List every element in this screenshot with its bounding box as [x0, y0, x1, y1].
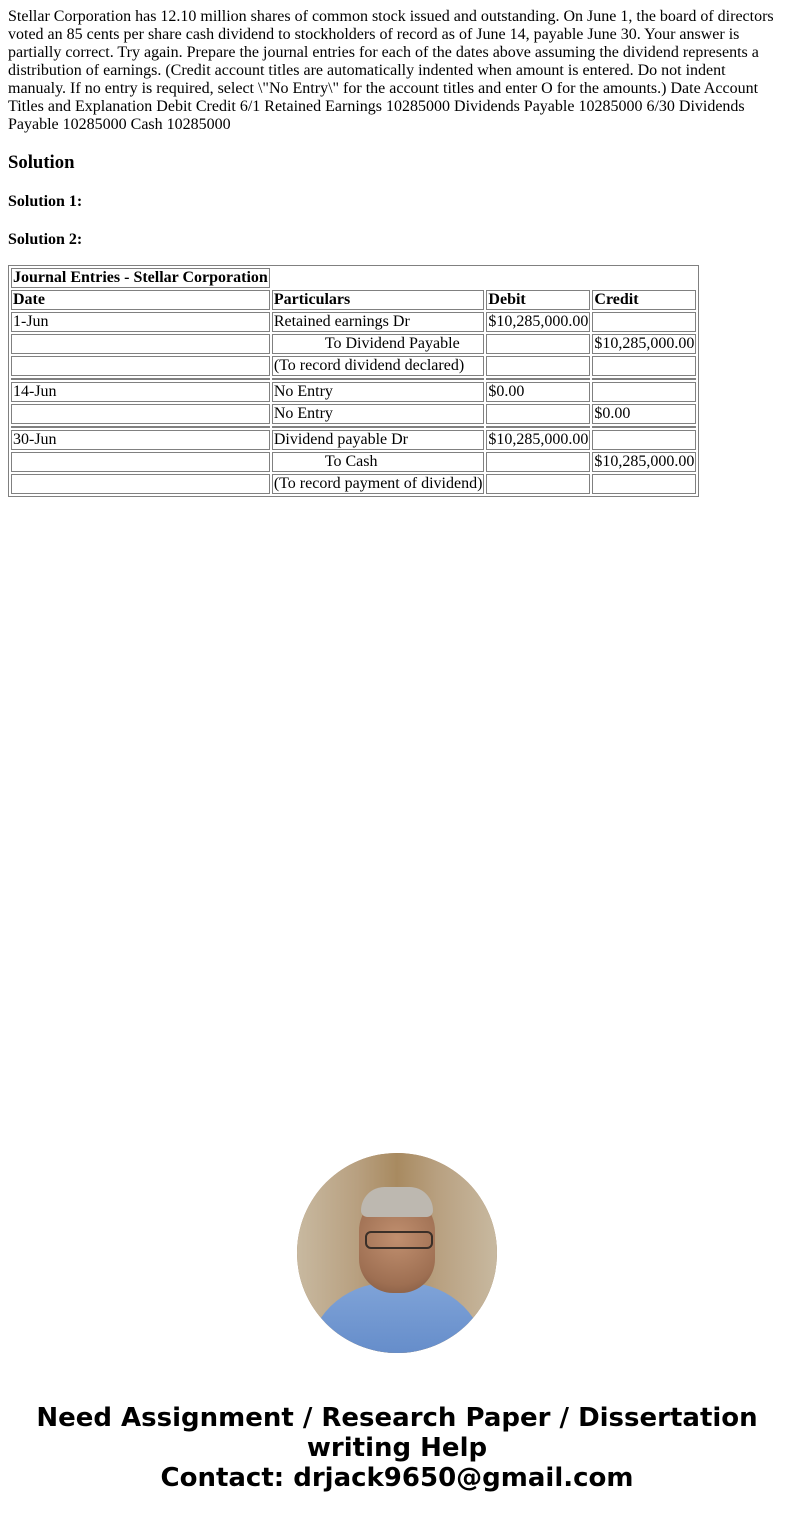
cell-particulars: Dividend payable Dr	[272, 430, 485, 450]
table-title-row	[11, 268, 696, 288]
journal-entries-table	[8, 265, 699, 497]
cell-credit: $0.00	[592, 404, 696, 424]
cell-credit	[592, 382, 696, 402]
cell-credit	[592, 312, 696, 332]
author-avatar	[297, 1153, 497, 1353]
separator-cell	[11, 378, 270, 380]
group-separator	[11, 426, 696, 428]
cell-debit	[486, 356, 590, 376]
cell-date	[11, 404, 270, 424]
solution-2-heading: Solution 2:	[8, 231, 83, 248]
header-date: Date	[11, 290, 270, 310]
header-credit: Credit	[592, 290, 696, 310]
page-content	[0, 0, 794, 497]
separator-cell	[592, 426, 696, 428]
cell-debit	[486, 404, 590, 424]
table-title: Journal Entries - Stellar Corporation	[13, 269, 268, 286]
separator-cell	[272, 378, 485, 380]
separator-cell	[11, 426, 270, 428]
cell-particulars: Retained earnings Dr	[272, 312, 485, 332]
cell-particulars: To Cash	[272, 452, 485, 472]
cell-particulars: To Dividend Payable	[272, 334, 485, 354]
cell-credit	[592, 356, 696, 376]
table-row	[11, 334, 696, 354]
cell-particulars: (To record payment of dividend)	[273, 475, 483, 492]
solution-heading: Solution	[8, 152, 75, 173]
cell-date: 30-Jun	[11, 430, 270, 450]
cell-date	[11, 474, 270, 494]
cell-credit: $10,285,000.00	[594, 453, 695, 470]
solution-1-heading: Solution 1:	[8, 193, 83, 210]
cell-date	[11, 334, 270, 354]
cell-date: 1-Jun	[11, 312, 270, 332]
cell-date: 14-Jun	[11, 382, 270, 402]
promo-banner	[0, 1403, 794, 1493]
cell-particulars: No Entry	[272, 382, 485, 402]
table-row	[11, 452, 696, 472]
table-header-row	[11, 290, 696, 310]
table-row	[11, 430, 696, 450]
table-row	[11, 474, 696, 494]
header-particulars: Particulars	[272, 290, 485, 310]
cell-debit: $10,285,000.00	[488, 313, 589, 330]
question-text: Stellar Corporation has 12.10 million shares of common stock issued and outstanding. On June 1, the board of directors voted an 85 cents per share cash dividend to stockholders of record as of June 14, payable June 30. Your answer is partially correct. Try again. Prepare the journal entries for each of the dates above assuming the dividend represents a distribution of earnings. (Credit account titles are automatically indented when amount is entered. Do not indent manualy. If no entry is required, select \"No Entry\" for the account titles and enter O for the amounts.) Date Account Titles and Explanation Debit Credit 6/1 Retained Earnings 10285000 Dividends Payable 10285000 6/30 Dividends Payable 10285000 Cash 10285000	[8, 8, 774, 133]
promo-line-1: Need Assignment / Research Paper / Dissertation	[36, 1403, 758, 1433]
table-row	[11, 404, 696, 424]
promo-line-2: writing Help	[306, 1433, 488, 1463]
separator-cell	[486, 378, 590, 380]
table-row	[11, 312, 696, 332]
group-separator	[11, 378, 696, 380]
avatar-glasses	[365, 1231, 433, 1249]
table-row	[11, 356, 696, 376]
promo-contact: Contact: drjack9650@gmail.com	[160, 1463, 634, 1493]
avatar-hair	[361, 1187, 433, 1217]
header-debit: Debit	[486, 290, 590, 310]
cell-credit	[592, 430, 696, 450]
cell-particulars: No Entry	[272, 404, 485, 424]
cell-date	[11, 452, 270, 472]
cell-debit	[486, 474, 590, 494]
cell-debit	[486, 452, 590, 472]
cell-particulars: (To record dividend declared)	[272, 356, 485, 376]
cell-debit	[486, 334, 590, 354]
cell-date	[11, 356, 270, 376]
table-row	[11, 382, 696, 402]
cell-credit: $10,285,000.00	[594, 335, 695, 352]
separator-cell	[272, 426, 485, 428]
cell-debit: $0.00	[486, 382, 590, 402]
separator-cell	[486, 426, 590, 428]
cell-credit	[592, 474, 696, 494]
cell-debit: $10,285,000.00	[488, 431, 589, 448]
separator-cell	[592, 378, 696, 380]
